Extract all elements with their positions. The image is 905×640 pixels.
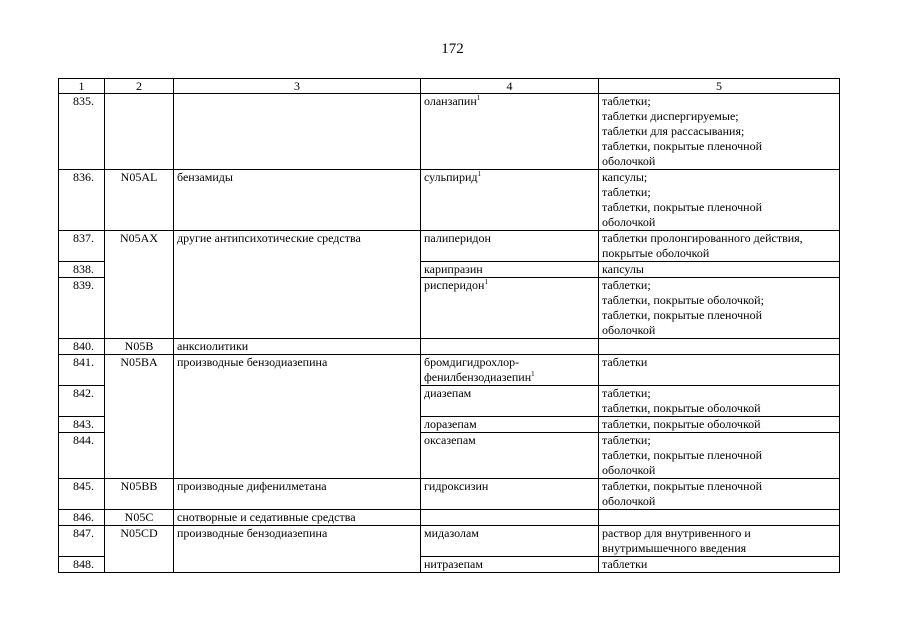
table-row bbox=[59, 170, 840, 231]
row-number: 845. bbox=[59, 479, 105, 510]
row-number: 846. bbox=[59, 510, 105, 526]
row-number: 848. bbox=[59, 557, 105, 573]
atc-code: N05CD bbox=[105, 526, 174, 573]
table-row bbox=[59, 94, 840, 170]
column-header: 4 bbox=[421, 79, 599, 94]
drug-name bbox=[421, 510, 599, 526]
drug-group: производные бензодиазепина bbox=[174, 526, 421, 573]
column-header: 3 bbox=[174, 79, 421, 94]
drug-name: сульпирид$^1$ bbox=[421, 170, 599, 231]
row-number: 836. bbox=[59, 170, 105, 231]
atc-code: N05B bbox=[105, 339, 174, 355]
dosage-forms: таблетки, покрытые пленочной оболочкой bbox=[599, 479, 840, 510]
dosage-forms: раствор для внутривенного и внутримышечного введения bbox=[599, 526, 840, 557]
atc-code bbox=[105, 94, 174, 170]
dosage-forms: капсулы; таблетки; таблетки, покрытые пленочной оболочкой bbox=[599, 170, 840, 231]
table-row bbox=[59, 510, 840, 526]
dosage-forms: таблетки bbox=[599, 557, 840, 573]
drug-name: мидазолам bbox=[421, 526, 599, 557]
row-number: 838. bbox=[59, 262, 105, 278]
dosage-forms: таблетки, покрытые оболочкой bbox=[599, 417, 840, 433]
dosage-forms: таблетки; таблетки, покрытые оболочкой bbox=[599, 386, 840, 417]
column-header: 2 bbox=[105, 79, 174, 94]
atc-code: N05C bbox=[105, 510, 174, 526]
row-number: 840. bbox=[59, 339, 105, 355]
dosage-forms: таблетки bbox=[599, 355, 840, 386]
table-row bbox=[59, 231, 840, 262]
drug-name: бромдигидрохлор- фенилбензодиазепин$^1$ bbox=[421, 355, 599, 386]
drug-group bbox=[174, 94, 421, 170]
drug-group: производные дифенилметана bbox=[174, 479, 421, 510]
column-header: 5 bbox=[599, 79, 840, 94]
table-row bbox=[59, 339, 840, 355]
dosage-forms bbox=[599, 339, 840, 355]
drug-name: гидроксизин bbox=[421, 479, 599, 510]
column-header: 1 bbox=[59, 79, 105, 94]
row-number: 843. bbox=[59, 417, 105, 433]
dosage-forms: таблетки пролонгированного действия, покрытые оболочкой bbox=[599, 231, 840, 262]
drug-group: другие антипсихотические средства bbox=[174, 231, 421, 339]
drug-name bbox=[421, 339, 599, 355]
row-number: 847. bbox=[59, 526, 105, 557]
dosage-forms: капсулы bbox=[599, 262, 840, 278]
drug-group: бензамиды bbox=[174, 170, 421, 231]
table-row bbox=[59, 479, 840, 510]
drug-group: снотворные и седативные средства bbox=[174, 510, 421, 526]
drug-name: карипразин bbox=[421, 262, 599, 278]
page-number: 172 bbox=[441, 41, 464, 57]
dosage-forms: таблетки; таблетки, покрытые пленочной оболочкой bbox=[599, 433, 840, 479]
dosage-forms bbox=[599, 510, 840, 526]
dosage-forms: таблетки; таблетки диспергируемые; таблетки для рассасывания; таблетки, покрытые пленочной оболочкой bbox=[599, 94, 840, 170]
atc-code: N05BB bbox=[105, 479, 174, 510]
atc-code: N05AX bbox=[105, 231, 174, 339]
dosage-forms: таблетки; таблетки, покрытые оболочкой; таблетки, покрытые пленочной оболочкой bbox=[599, 278, 840, 339]
atc-code: N05AL bbox=[105, 170, 174, 231]
row-number: 835. bbox=[59, 94, 105, 170]
drug-name: диазепам bbox=[421, 386, 599, 417]
medication-table bbox=[58, 78, 840, 573]
row-number: 837. bbox=[59, 231, 105, 262]
atc-code: N05BA bbox=[105, 355, 174, 479]
header-row bbox=[59, 79, 840, 94]
drug-group: производные бензодиазепина bbox=[174, 355, 421, 479]
drug-name: нитразепам bbox=[421, 557, 599, 573]
row-number: 842. bbox=[59, 386, 105, 417]
drug-name: оланзапин$^1$ bbox=[421, 94, 599, 170]
drug-group: анксиолитики bbox=[174, 339, 421, 355]
row-number: 844. bbox=[59, 433, 105, 479]
drug-name: лоразепам bbox=[421, 417, 599, 433]
drug-name: рисперидон$^1$ bbox=[421, 278, 599, 339]
drug-name: оксазепам bbox=[421, 433, 599, 479]
row-number: 841. bbox=[59, 355, 105, 386]
table-row bbox=[59, 355, 840, 386]
drug-name: палиперидон bbox=[421, 231, 599, 262]
table-row bbox=[59, 526, 840, 557]
row-number: 839. bbox=[59, 278, 105, 339]
